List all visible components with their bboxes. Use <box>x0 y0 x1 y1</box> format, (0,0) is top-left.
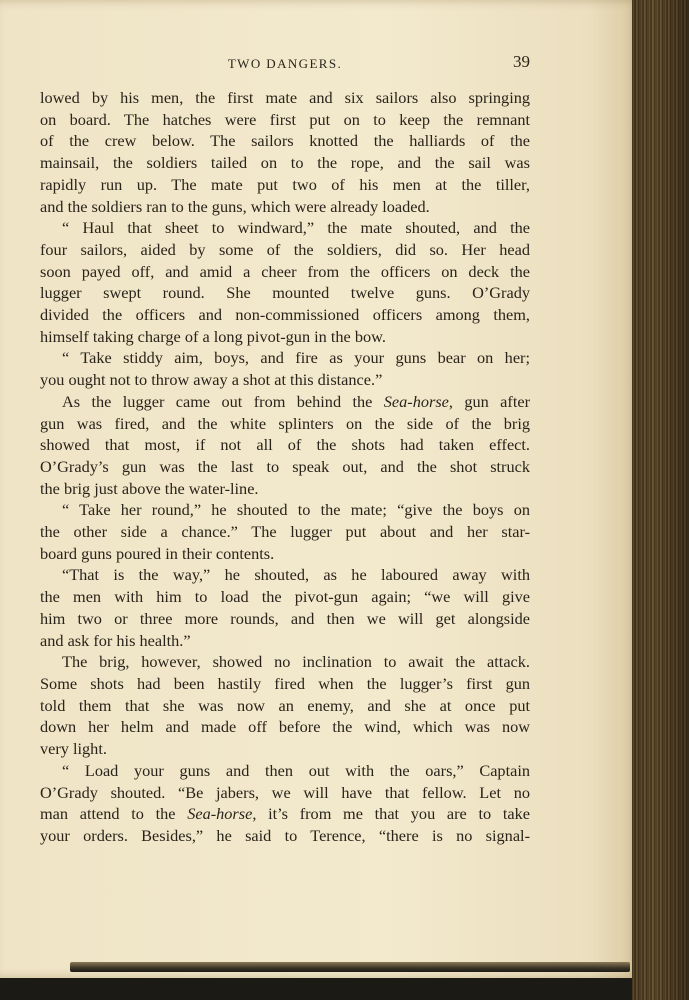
text-line: and the soldiers ran to the guns, which were already loaded. <box>40 196 430 216</box>
text-line: on board. The hatches were first put on to keep the remnant <box>40 109 530 129</box>
text-line: four sailors, aided by some of the soldiers, did so. Her head <box>40 239 530 259</box>
page-bottom-edge <box>70 962 630 972</box>
text-line: down her helm and made off before the wind, which was now <box>40 717 530 737</box>
text-line: lowed by his men, the first mate and six sailors also springing <box>40 88 530 107</box>
body-text <box>40 87 530 847</box>
text-line: soon payed off, and amid a cheer from the officers on deck the <box>40 261 530 281</box>
text-line: “ Load your guns and then out with the oars,” Captain <box>62 760 530 780</box>
text-line: man attend to the Sea-horse, it’s from me that you are to take <box>40 804 530 824</box>
page-number: 39 <box>513 52 530 71</box>
text-line: showed that most, if not all of the shots had taken effect. <box>40 435 530 455</box>
text-line: As the lugger came out from behind the Sea-horse, gun after <box>62 391 530 411</box>
text-line: “ Haul that sheet to windward,” the mate shouted, and the <box>62 218 530 238</box>
text-line: Some shots had been hastily fired when the lugger’s first gun <box>40 673 530 693</box>
text-line: and ask for his health.” <box>40 630 191 650</box>
text-line: you ought not to throw away a shot at this distance.” <box>40 370 383 390</box>
text-line: the brig just above the water-line. <box>40 478 259 498</box>
text-line: very light. <box>40 739 107 759</box>
text-line: the other side a chance.” The lugger put about and her star- <box>40 522 530 542</box>
text-line: “That is the way,” he shouted, as he laboured away with <box>62 565 530 585</box>
text-line: rapidly run up. The mate put two of his men at the tiller, <box>40 174 530 194</box>
running-header <box>40 52 530 76</box>
text-line: him two or three more rounds, and then we will get alongside <box>40 608 530 628</box>
text-line: told them that she was now an enemy, and she at once put <box>40 695 530 715</box>
text-line: of the crew below. The sailors knotted the halliards of the <box>40 131 530 151</box>
running-title: TWO DANGERS. <box>227 56 343 71</box>
text-line: the men with him to load the pivot-gun again; “we will give <box>40 587 530 607</box>
text-line: O’Grady’s gun was the last to speak out, and the shot struck <box>40 456 530 476</box>
text-line: O’Grady shouted. “Be jabers, we will have that fellow. Let no <box>40 782 530 802</box>
text-line: lugger swept round. She mounted twelve guns. O’Grady <box>40 283 530 303</box>
ship-name: Sea-horse <box>187 804 253 824</box>
ship-name: Sea-horse <box>383 391 449 411</box>
text-line: mainsail, the soldiers tailed on to the rope, and the sail was <box>40 153 530 173</box>
text-line: “ Take stiddy aim, boys, and fire as your guns bear on her; <box>62 348 530 368</box>
text-line: The brig, however, showed no inclination to await the attack. <box>62 652 530 672</box>
text-line: board guns poured in their contents. <box>40 543 275 563</box>
text-line: gun was fired, and the white splinters on the side of the brig <box>40 413 530 433</box>
text-line: “ Take her round,” he shouted to the mate; “give the boys on <box>62 500 530 520</box>
text-line: divided the officers and non-commissioned officers among them, <box>40 305 530 325</box>
text-line: your orders. Besides,” he said to Terence, “there is no signal- <box>40 825 530 845</box>
text-line: himself taking charge of a long pivot-gun in the bow. <box>40 326 386 346</box>
